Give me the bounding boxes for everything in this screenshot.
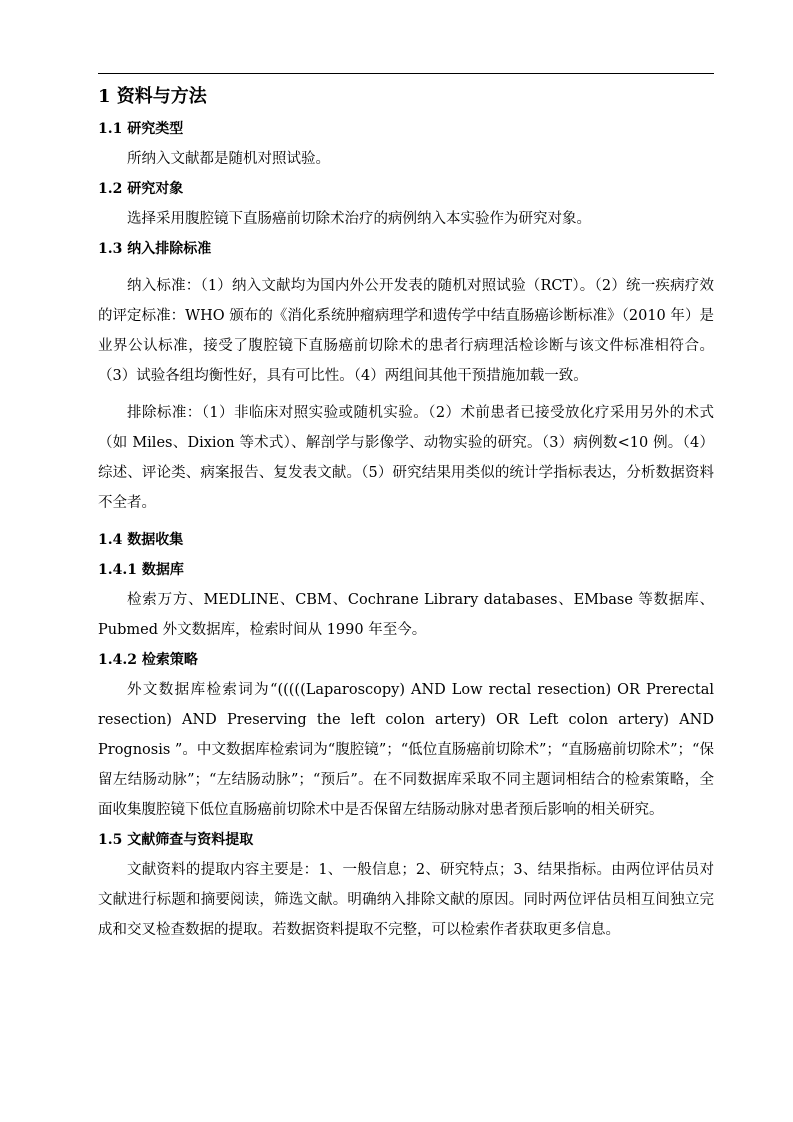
paragraph-1-1: 所纳入文献都是随机对照试验。 [127,151,330,167]
subsection-title-1-4-1: 1.4.1 数据库 [98,562,184,578]
paragraph-exclusion-criteria: 排除标准：（1）非临床对照实验或随机实验。（2）术前患者已接受放化疗采用另外的术式（如 Miles、Dixion 等术式）、解剖学与影像学、动物实验的研究。（3）病例数<10 例。（4）综述、评论类、病案报告、复发表文献。（5）研究结果用类似的统计学指标表达，分析数据资料不全者。 [98,405,714,511]
subsection-title-1-4-2: 1.4.2 检索策略 [98,652,198,668]
subsection-title-1-2: 1.2 研究对象 [98,181,184,197]
paragraph-1-2: 选择采用腹腔镜下直肠癌前切除术治疗的病例纳入本实验作为研究对象。 [127,211,591,227]
paragraph-1-4-1: 检索万方、MEDLINE、CBM、Cochrane Library databases、EMbase 等数据库、Pubmed 外文数据库，检索时间从 1990 年至今。 [98,592,714,638]
header-rule [98,73,714,74]
paragraph-1-5: 文献资料的提取内容主要是：1、一般信息；2、研究特点；3、结果指标。由两位评估员对文献进行标题和摘要阅读，筛选文献。明确纳入排除文献的原因。同时两位评估员相互间独立完成和交叉检查数据的提取。若数据资料提取不完整，可以检索作者获取更多信息。 [98,862,714,938]
paragraph-1-4-2: 外文数据库检索词为“(((((Laparoscopy) AND Low rectal resection) OR Prerectal resection) AND Preserving the left colon artery) OR Left colon artery) AND Prognosis ”。中文数据库检索词为“腹腔镜”；“低位直肠癌前切除术”；“直肠癌前切除术”；“保留左结肠动脉”；“左结肠动脉”；“预后”。在不同数据库采取不同主题词相结合的检索策略，全面收集腹腔镜下低位直肠癌前切除术中是否保留左结肠动脉对患者预后影响的相关研究。 [98,682,714,818]
subsection-title-1-1: 1.1 研究类型 [98,121,184,137]
subsection-title-1-5: 1.5 文献筛查与资料提取 [98,832,254,848]
section-title: 1 资料与方法 [98,86,207,107]
subsection-title-1-3: 1.3 纳入排除标准 [98,241,212,257]
paper-body [98,82,714,945]
subsection-title-1-4: 1.4 数据收集 [98,532,184,548]
paragraph-inclusion-criteria: 纳入标准：（1）纳入文献均为国内外公开发表的随机对照试验（RCT）。（2）统一疾病疗效的评定标准：WHO 颁布的《消化系统肿瘤病理学和遗传学中结直肠癌诊断标准》（2010 年）是业界公认标准，接受了腹腔镜下直肠癌前切除术的患者行病理活检诊断与该文件标准相符合。（3）试验各组均衡性好，具有可比性。（4）两组间其他干预措施加载一致。 [98,278,714,384]
